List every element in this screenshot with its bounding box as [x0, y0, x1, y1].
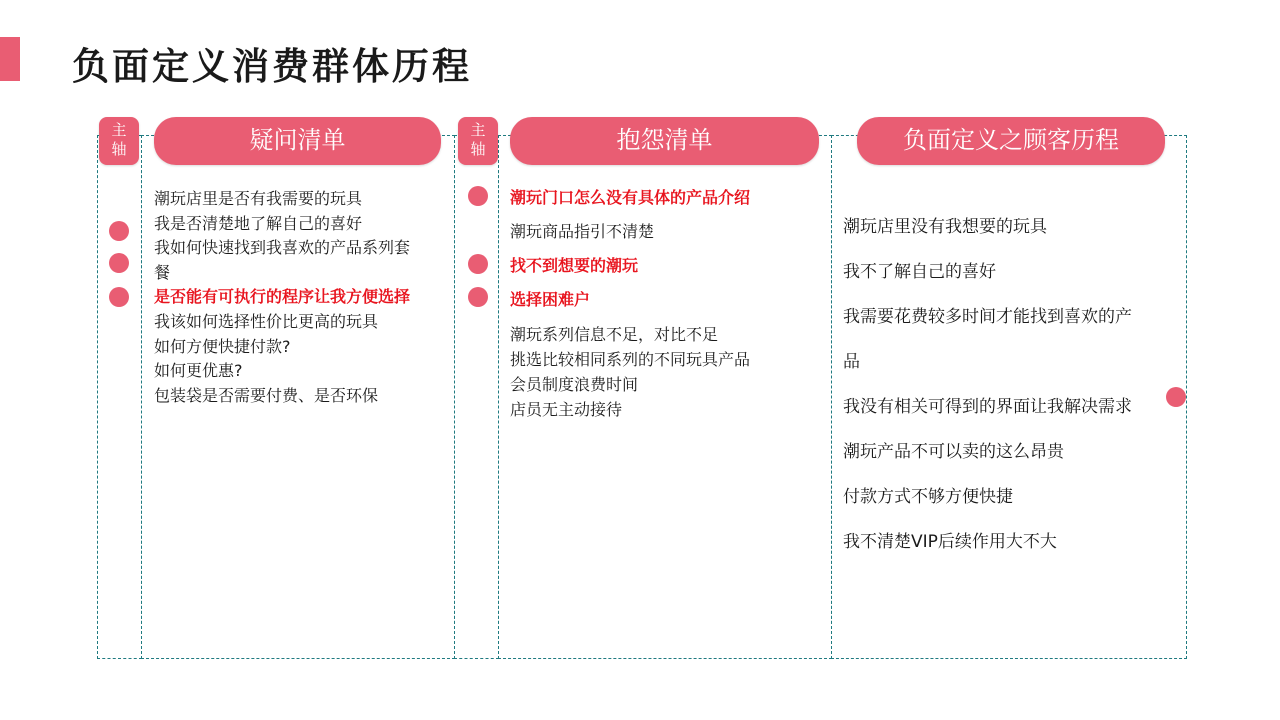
list-item: 我没有相关可得到的界面让我解决需求: [843, 397, 1132, 417]
header-complaint-list: 抱怨清单: [510, 117, 819, 165]
list-item: 潮玩产品不可以卖的这么昂贵: [843, 442, 1064, 462]
list-item-highlight: 选择困难户: [510, 290, 591, 309]
axis-dot: [109, 253, 129, 273]
header-customer-journey: 负面定义之顾客历程: [857, 117, 1165, 165]
question-list: [154, 187, 410, 408]
header-question-list: 疑问清单: [154, 117, 441, 165]
axis-dot: [109, 221, 129, 241]
axis-frame-1: [97, 135, 142, 659]
list-item: 挑选比较相同系列的不同玩具产品: [510, 350, 751, 369]
axis-dot: [468, 287, 488, 307]
list-item: 店员无主动接待: [510, 400, 623, 419]
axis-tag-char-2: 轴: [470, 140, 486, 158]
list-item: 会员制度浪费时间: [510, 375, 639, 394]
list-item: 潮玩店里没有我想要的玩具: [843, 217, 1047, 237]
complaint-list: [510, 186, 750, 422]
axis-tag-char-1: 主: [470, 121, 486, 139]
page-title: 负面定义消费群体历程: [72, 45, 472, 88]
list-item: 我不清楚VIP后续作用大不大: [843, 532, 1057, 552]
axis-tag-char-2: 轴: [111, 140, 127, 158]
axis-dot: [468, 254, 488, 274]
axis-tag-2: [458, 117, 498, 165]
list-item: 品: [843, 352, 860, 372]
list-item: 如何更优惠?: [154, 361, 243, 381]
list-item: 潮玩店里是否有我需要的玩具: [154, 189, 363, 208]
axis-tag-char-1: 主: [111, 121, 127, 139]
list-item: 我需要花费较多时间才能找到喜欢的产: [843, 307, 1132, 327]
list-item: 包装袋是否需要付费、是否环保: [154, 385, 379, 405]
list-item: 我是否清楚地了解自己的喜好: [154, 213, 363, 233]
list-item-highlight: 潮玩门口怎么没有具体的产品介绍: [510, 188, 751, 207]
customer-journey-list: [843, 205, 1132, 565]
list-item: 如何方便快捷付款?: [154, 336, 291, 356]
list-item: 我不了解自己的喜好: [843, 262, 996, 282]
list-item: 我该如何选择性价比更高的玩具: [154, 311, 379, 331]
list-item-highlight: 找不到想要的潮玩: [510, 256, 639, 275]
axis-tag-1: [99, 117, 139, 165]
list-item: 餐: [154, 262, 171, 282]
axis-dot: [468, 186, 488, 206]
list-item: 潮玩商品指引不清楚: [510, 222, 655, 241]
list-item-highlight: 是否能有可执行的程序让我方便选择: [154, 287, 411, 307]
axis-dot: [109, 287, 129, 307]
list-item: 潮玩系列信息不足，对比不足: [510, 325, 719, 344]
axis-dot: [1166, 387, 1186, 407]
axis-frame-2: [454, 135, 499, 659]
list-item: 我如何快速找到我喜欢的产品系列套: [154, 238, 411, 258]
title-accent-bar: [0, 37, 20, 81]
list-item: 付款方式不够方便快捷: [843, 487, 1013, 507]
